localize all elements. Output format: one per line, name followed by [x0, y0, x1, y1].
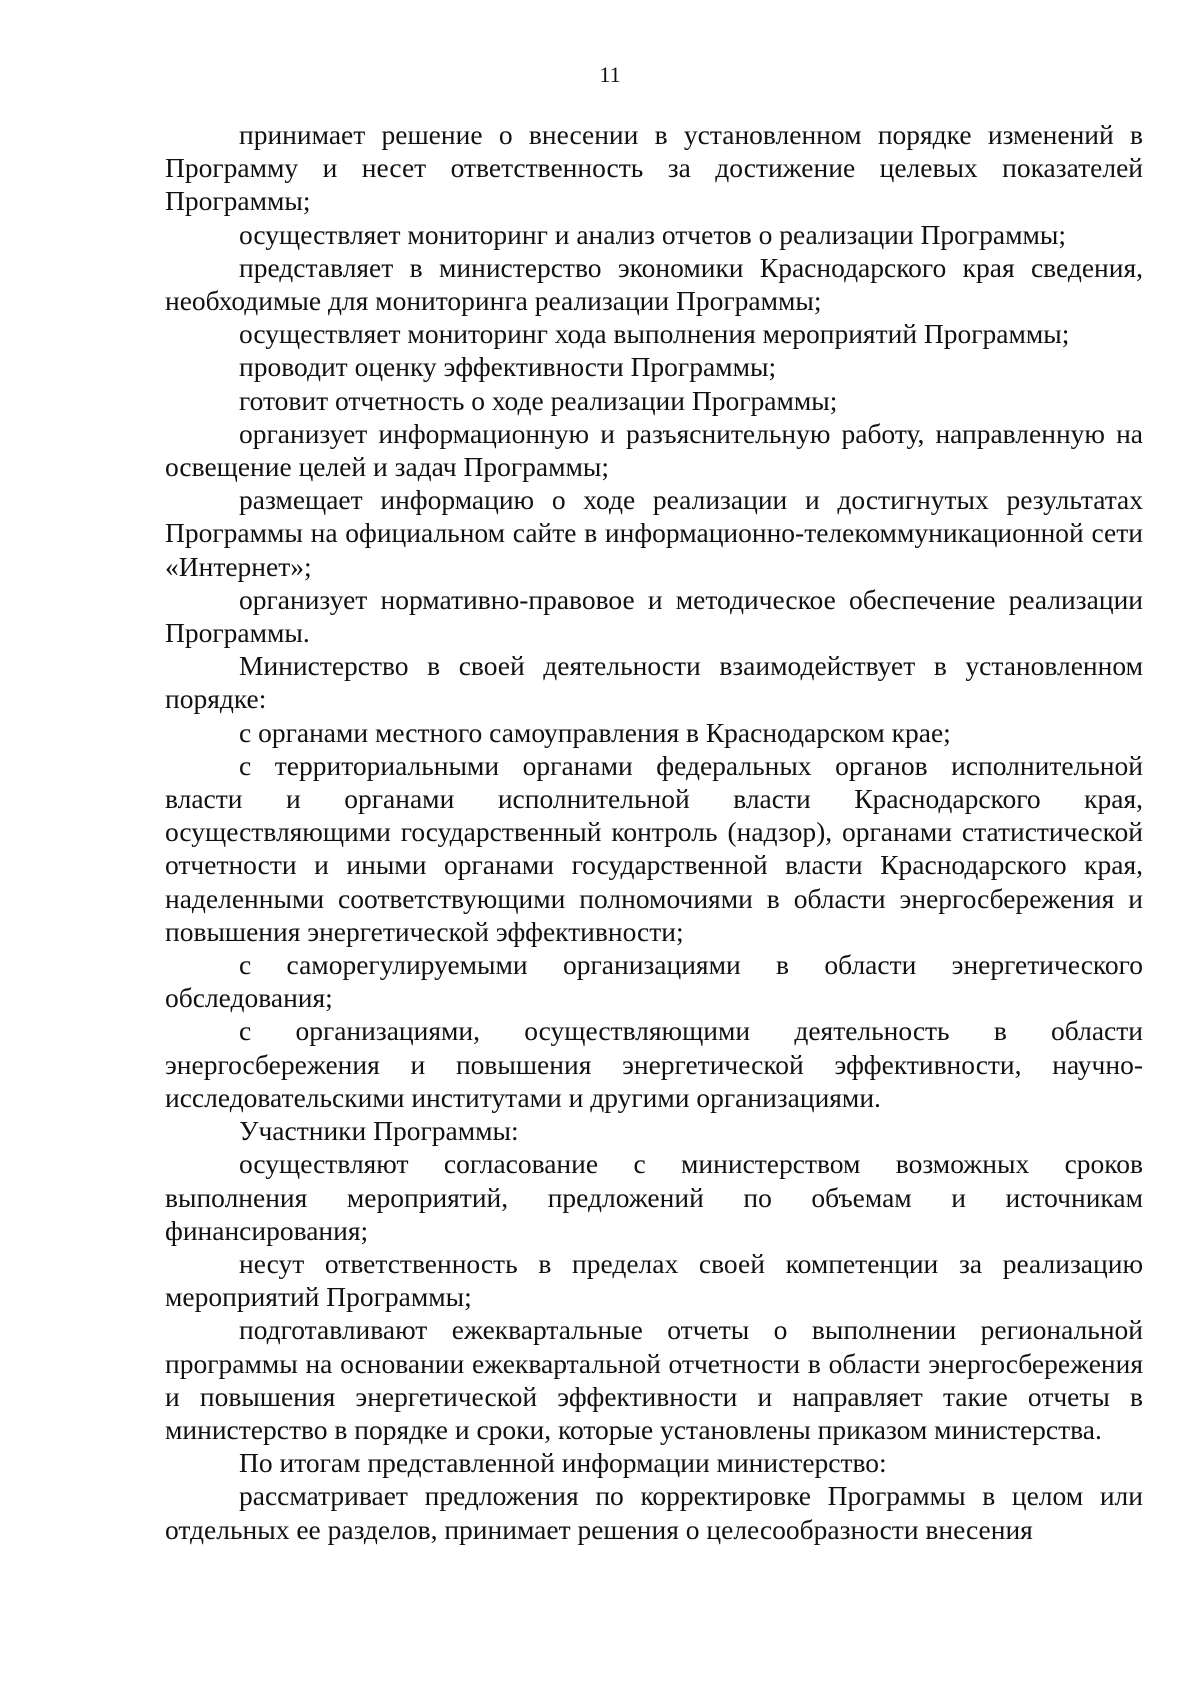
paragraph: По итогам представленной информации министерство:: [239, 1447, 887, 1479]
paragraph: с организациями, осуществляющими деятельность в области энергосбережения и повышения энергетической эффективности, научно-исследовательскими институтами и другими организациями.: [165, 1015, 1143, 1113]
paragraph: с саморегулируемыми организациями в области энергетического обследования;: [165, 949, 1143, 1014]
page-number: 11: [599, 62, 621, 87]
paragraph: размещает информацию о ходе реализации и достигнутых результатах Программы на официальном сайте в информационно-телекоммуникационной сети «Интернет»;: [165, 484, 1143, 582]
paragraph: несут ответственность в пределах своей компетенции за реализацию мероприятий Программы;: [165, 1247, 1143, 1313]
paragraph: Участники Программы:: [239, 1115, 519, 1147]
paragraph: представляет в министерство экономики Краснодарского края сведения, необходимые для мониторинга реализации Программы;: [165, 251, 1143, 317]
paragraph: организует информационную и разъяснительную работу, направленную на освещение целей и задач Программы;: [165, 417, 1143, 483]
paragraph: осуществляет мониторинг и анализ отчетов о реализации Программы;: [239, 218, 1067, 250]
paragraph: принимает решение о внесении в установленном порядке изменений в Программу и несет ответственность за достижение целевых показателей Программы;: [165, 119, 1143, 217]
paragraph: с территориальными органами федеральных органов исполнительной власти и органами исполнительной власти Краснодарского края, осуществляющими государственный контроль (надзор), органами статистической отчетности и иными органами государственной власти Краснодарского края, наделенными соответствующими полномочиями в области энергосбережения и повышения энергетической эффективности;: [165, 749, 1143, 947]
paragraph: организует нормативно-правовое и методическое обеспечение реализации Программы.: [165, 583, 1143, 649]
paragraph: Министерство в своей деятельности взаимодействует в установленном порядке:: [165, 650, 1143, 715]
document-body: [165, 118, 1143, 1546]
paragraph: осуществляет мониторинг хода выполнения мероприятий Программы;: [239, 318, 1070, 350]
paragraph: осуществляют согласование с министерством возможных сроков выполнения мероприятий, предложений по объемам и источникам финансирования;: [165, 1148, 1143, 1246]
paragraph: рассматривает предложения по корректировке Программы в целом или отдельных ее разделов, принимает решения о целесообразности внесения: [165, 1480, 1143, 1545]
paragraph: готовит отчетность о ходе реализации Программы;: [239, 384, 838, 416]
paragraph: с органами местного самоуправления в Краснодарском крае;: [239, 716, 951, 748]
paragraph: подготавливают ежеквартальные отчеты о выполнении региональной программы на основании ежеквартальной отчетности в области энергосбережения и повышения энергетической эффективности и направляет такие отчеты в министерство в порядке и сроки, которые установлены приказом министерства.: [165, 1314, 1143, 1445]
paragraph: проводит оценку эффективности Программы;: [239, 351, 777, 383]
